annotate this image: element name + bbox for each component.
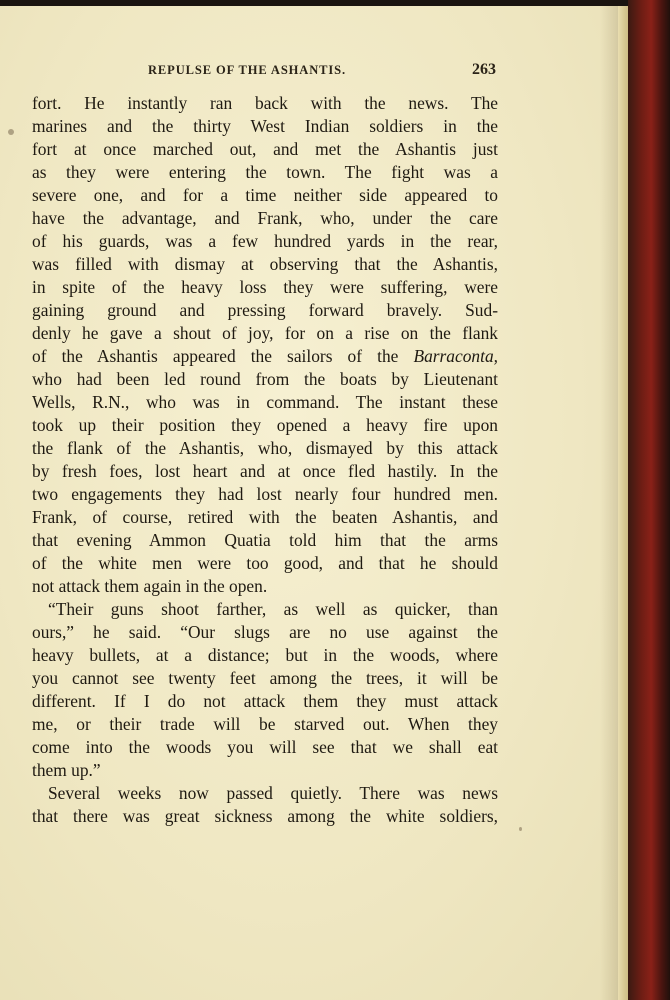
text-line: fort at once marched out, and met the Ashantis just [32, 139, 498, 159]
text-line: by fresh foes, lost heart and at once fled hastily. In the [32, 461, 498, 481]
text-line: who had been led round from the boats by Lieutenant [32, 369, 498, 389]
text-line: Several weeks now passed quietly. There was news [48, 783, 498, 803]
text-line: that there was great sickness among the white soldiers, [32, 806, 498, 826]
text-line: marines and the thirty West Indian soldiers in the [32, 116, 498, 136]
running-title: REPULSE OF THE ASHANTIS. [148, 63, 347, 77]
text-line: two engagements they had lost nearly four hundred men. [32, 484, 498, 504]
text-line: denly he gave a shout of joy, for on a rise on the flank [32, 323, 498, 343]
text-line: in spite of the heavy loss they were suffering, were [32, 277, 498, 297]
page-number: 263 [472, 61, 496, 78]
text-line: gaining ground and pressing forward bravely. Sud- [32, 300, 498, 320]
paper-speck [519, 827, 522, 831]
text-line-with-ship [32, 345, 498, 368]
text-line: Frank, of course, retired with the beaten Ashantis, and [32, 507, 498, 527]
text-line: not attack them again in the open. [32, 576, 268, 596]
ship-name: Barraconta, [413, 346, 498, 366]
text-line: of his guards, was a few hundred yards in the rear, [32, 231, 498, 251]
body-text [32, 92, 498, 828]
text-line: different. If I do not attack them they must attack [32, 691, 498, 711]
text-line: that evening Ammon Quatia told him that the arms [32, 530, 498, 550]
text-line: come into the woods you will see that we shall eat [32, 737, 498, 757]
book-cover-edge [628, 0, 670, 1000]
text-line: “Their guns shoot farther, as well as quicker, than [48, 599, 498, 619]
paper-speck [8, 129, 14, 135]
text-line: severe one, and for a time neither side appeared to [32, 185, 498, 205]
text-line: the flank of the Ashantis, who, dismayed by this attack [32, 438, 498, 458]
text-line: have the advantage, and Frank, who, under the care [32, 208, 498, 228]
text-line: Wells, R.N., who was in command. The instant these [32, 392, 498, 412]
text-line: took up their position they opened a heavy fire upon [32, 415, 498, 435]
text-segment: of the Ashantis appeared the sailors of the [32, 346, 414, 366]
text-line: was filled with dismay at observing that the Ashantis, [32, 254, 498, 274]
text-line: of the white men were too good, and that he should [32, 553, 498, 573]
text-line: as they were entering the town. The fight was a [32, 162, 498, 182]
text-line: heavy bullets, at a distance; but in the woods, where [32, 645, 498, 665]
text-line: them up.” [32, 760, 101, 780]
text-line: ours,” he said. “Our slugs are no use against the [32, 622, 498, 642]
page-header [148, 61, 496, 81]
text-line: fort. He instantly ran back with the news. The [32, 93, 498, 113]
text-line: me, or their trade will be starved out. When they [32, 714, 498, 734]
text-line: you cannot see twenty feet among the trees, it will be [32, 668, 498, 688]
